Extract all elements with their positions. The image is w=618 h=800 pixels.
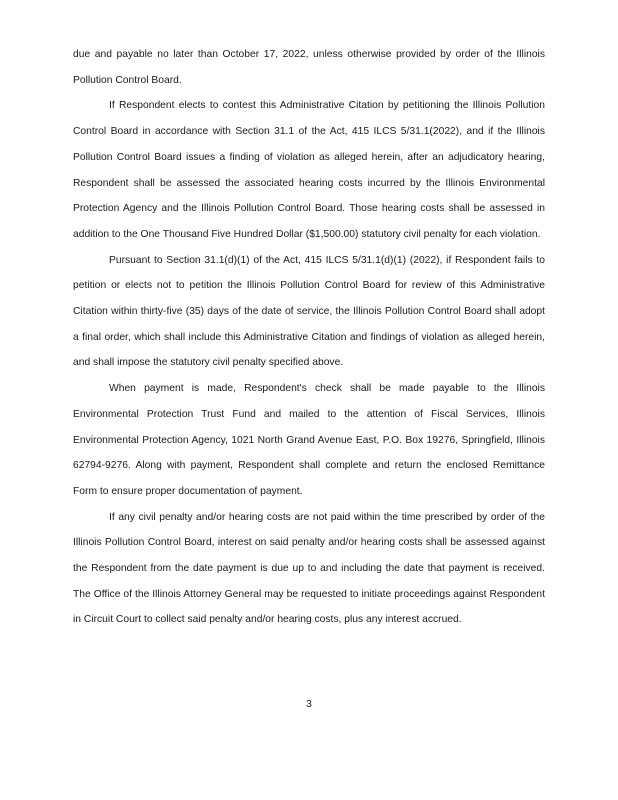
paragraph-payment-instructions: When payment is made, Respondent's check shall be made payable to the Illinois Environmental Protection Trust Fund and mailed to the attention of Fiscal Services, Illinois Environmental Protection Agency, 1021 North Grand Avenue East, P.O. Box 19276, Springfield, Illinois 62794-9276. Along with payment, Respondent shall complete and return the enclosed Remittance Form to ensure proper documentation of payment.: [73, 383, 545, 497]
paragraph-interest-accrual: If any civil penalty and/or hearing costs are not paid within the time prescribed by order of the Illinois Pollution Control Board, interest on said penalty and/or hearing costs shall be assessed against the Respondent from the date payment is due up to and including the date that payment is received. The Office of the Illinois Attorney General may be requested to initiate proceedings against Respondent in Circuit Court to collect said penalty and/or hearing costs, plus any interest accrued.: [73, 511, 545, 626]
paragraph-payment-due: due and payable no later than October 17, 2022, unless otherwise provided by order of the Illinois Pollution Control Board.: [73, 49, 545, 86]
page-number: 3: [306, 699, 312, 710]
document-body: [73, 42, 545, 633]
paragraph-final-order: Pursuant to Section 31.1(d)(1) of the Act, 415 ILCS 5/31.1(d)(1) (2022), if Respondent fails to petition or elects not to petition the Illinois Pollution Control Board for review of this Administrative Citation within thirty-five (35) days of the date of service, the Illinois Pollution Control Board shall adopt a final order, which shall include this Administrative Citation and findings of violation as alleged herein, and shall impose the statutory civil penalty specified above.: [73, 254, 545, 369]
paragraph-contest-citation: If Respondent elects to contest this Administrative Citation by petitioning the Illinois Pollution Control Board in accordance with Section 31.1 of the Act, 415 ILCS 5/31.1(2022), and if the Illinois Pollution Control Board issues a finding of violation as alleged herein, after an adjudicatory hearing, Respondent shall be assessed the associated hearing costs incurred by the Illinois Environmental Protection Agency and the Illinois Pollution Control Board. Those hearing costs shall be assessed in addition to the One Thousand Five Hundred Dollar ($1,500.00) statutory civil penalty for each violation.: [73, 100, 545, 240]
